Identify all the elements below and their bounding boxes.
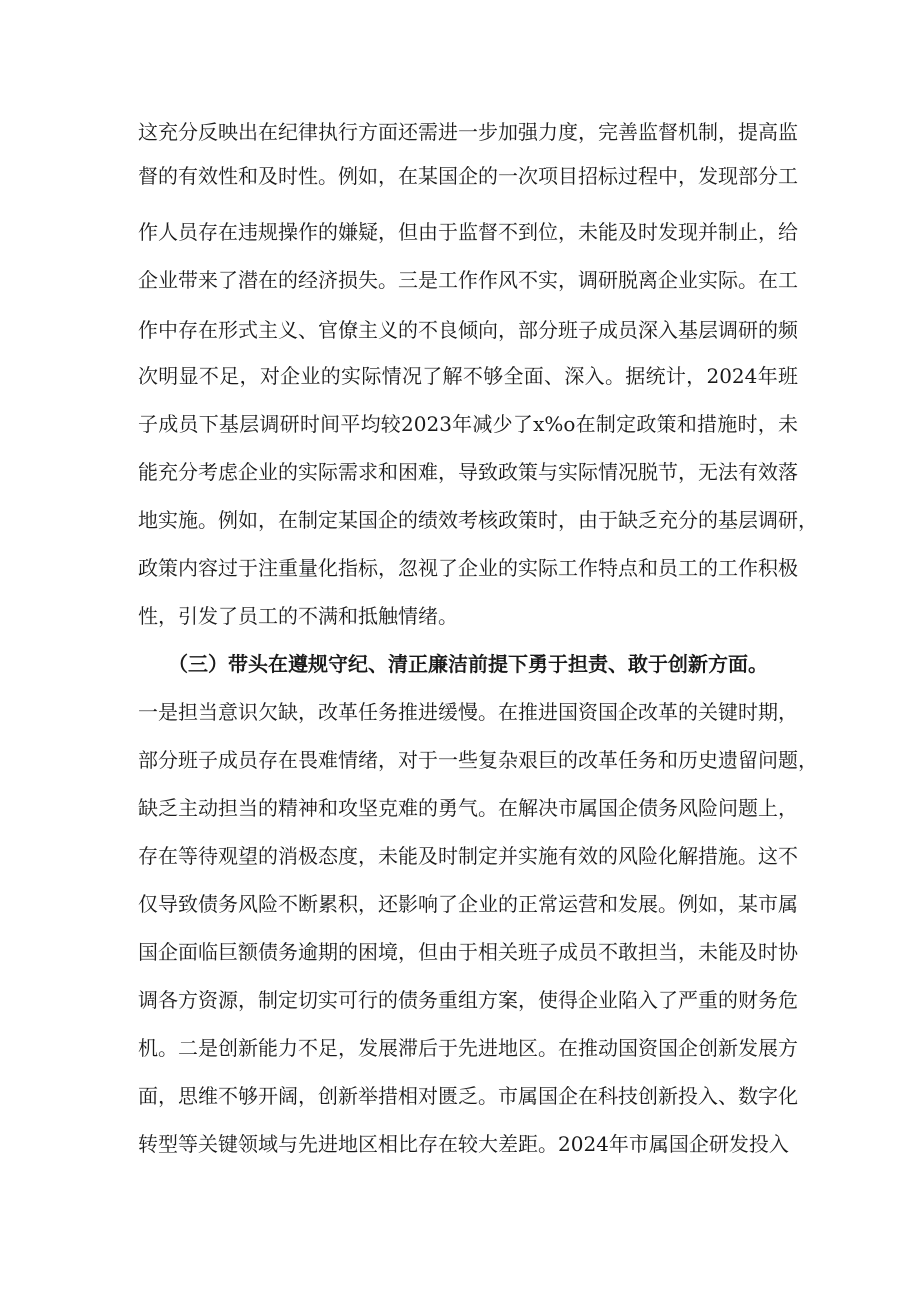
paragraph-line: 面，思维不够开阔，创新举措相对匮乏。市属国企在科技创新投入、数字化 [138, 1084, 798, 1108]
paragraph-line: 机。二是创新能力不足，发展滞后于先进地区。在推动国资国企创新发展方 [138, 1036, 798, 1060]
paragraph-line: 地实施。例如，在制定某国企的绩效考核政策时，由于缺乏充分的基层调研， [138, 508, 818, 532]
section-heading: （三）带头在遵规守纪、清正廉洁前提下勇于担责、敢于创新方面。 [168, 652, 768, 676]
paragraph-line: 缺乏主动担当的精神和攻坚克难的勇气。在解决市属国企债务风险问题上， [138, 796, 798, 820]
paragraph-line: 这充分反映出在纪律执行方面还需进一步加强力度，完善监督机制，提高监 [138, 120, 798, 144]
paragraph-line: 仅导致债务风险不断累积，还影响了企业的正常运营和发展。例如，某市属 [138, 892, 798, 916]
paragraph-line: 调各方资源，制定切实可行的债务重组方案，使得企业陷入了严重的财务危 [138, 988, 798, 1012]
paragraph-line: 一是担当意识欠缺，改革任务推进缓慢。在推进国资国企改革的关键时期， [138, 700, 798, 724]
paragraph-line: 作中存在形式主义、官僚主义的不良倾向，部分班子成员深入基层调研的频 [138, 318, 798, 342]
paragraph-line: 政策内容过于注重量化指标，忽视了企业的实际工作特点和员工的工作积极 [138, 556, 798, 580]
paragraph-line: 作人员存在违规操作的嫌疑，但由于监督不到位，未能及时发现并制止，给 [138, 220, 798, 244]
paragraph-line: 次明显不足，对企业的实际情况了解不够全面、深入。据统计，2024年班 [138, 364, 798, 388]
paragraph-line: 子成员下基层调研时间平均较2023年减少了x%o在制定政策和措施时，未 [138, 412, 798, 436]
paragraph-line: 能充分考虑企业的实际需求和困难，导致政策与实际情况脱节，无法有效落 [138, 460, 798, 484]
paragraph-line: 存在等待观望的消极态度，未能及时制定并实施有效的风险化解措施。这不 [138, 844, 798, 868]
paragraph-line: 转型等关键领域与先进地区相比存在较大差距。2024年市属国企研发投入 [138, 1132, 789, 1156]
paragraph-line: 性，引发了员工的不满和抵触情绪。 [138, 604, 458, 628]
paragraph-line: 督的有效性和及时性。例如，在某国企的一次项目招标过程中，发现部分工 [138, 164, 798, 188]
paragraph-line: 国企面临巨额债务逾期的困境，但由于相关班子成员不敢担当，未能及时协 [138, 940, 798, 964]
paragraph-line: 企业带来了潜在的经济损失。三是工作作风不实，调研脱离企业实际。在工 [138, 268, 798, 292]
paragraph-line: 部分班子成员存在畏难情绪，对于一些复杂艰巨的改革任务和历史遗留问题， [138, 748, 818, 772]
